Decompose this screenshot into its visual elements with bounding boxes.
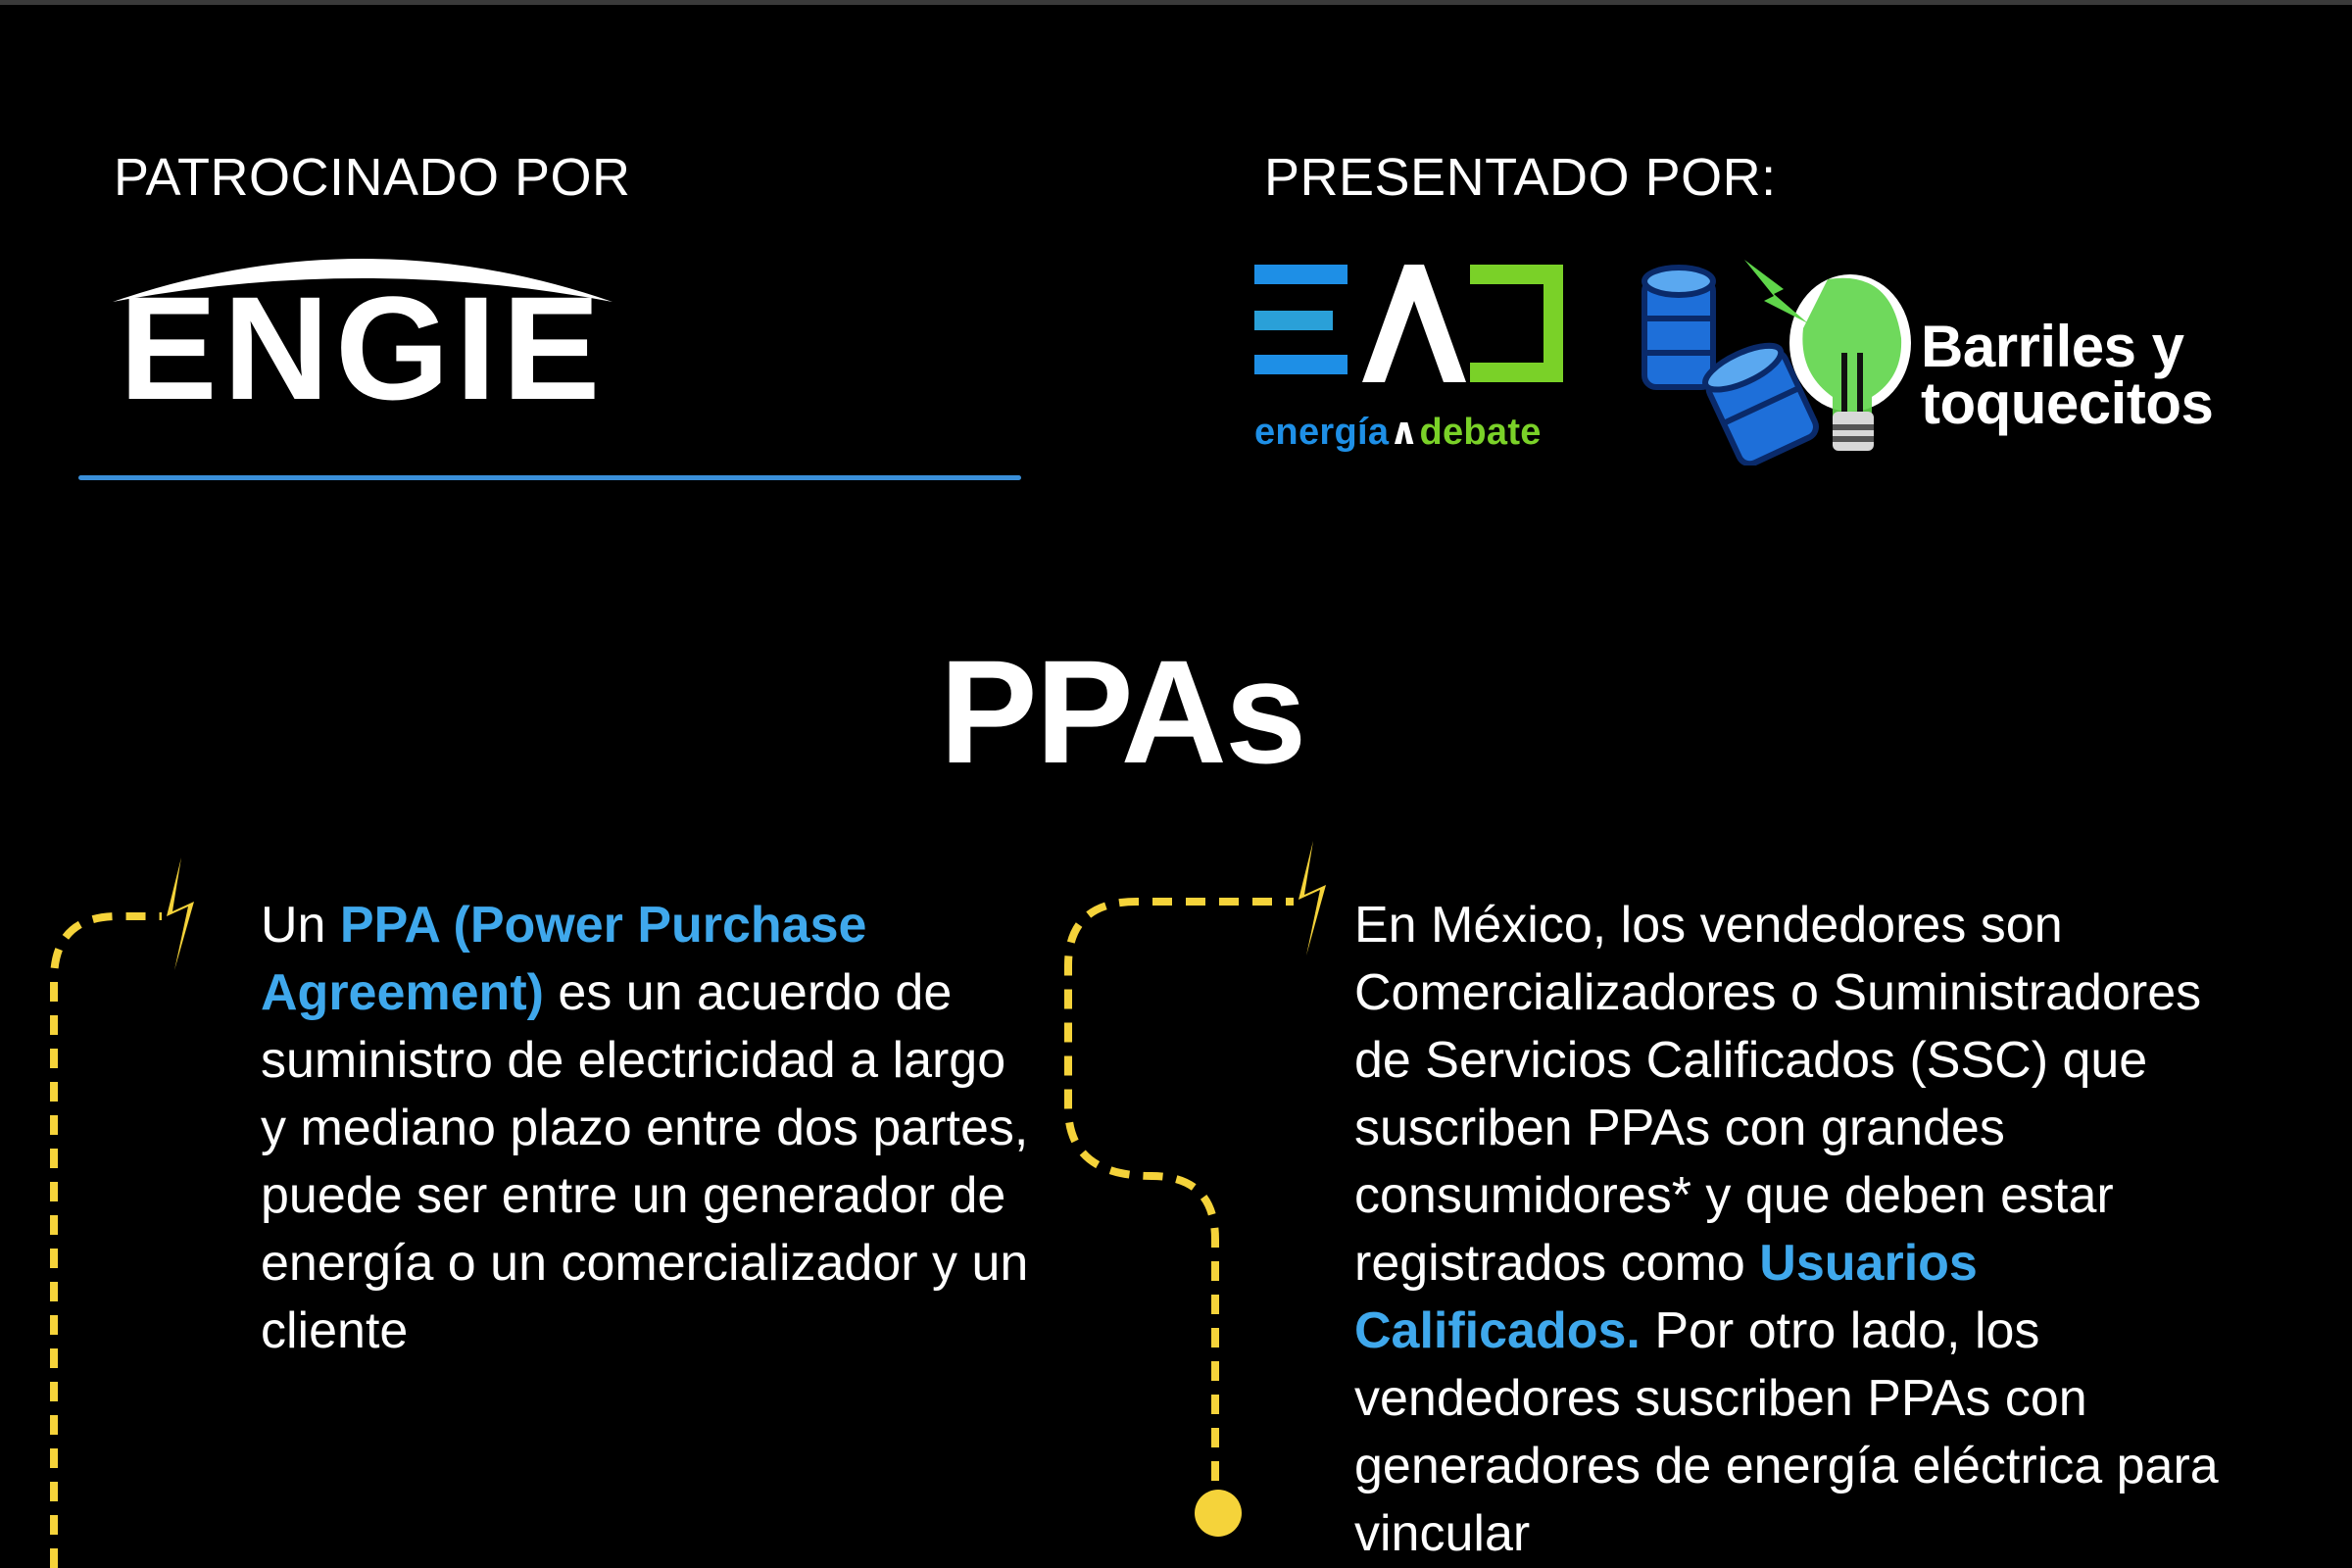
byt-line2: toquecitos xyxy=(1921,370,2214,436)
top-border xyxy=(0,0,2352,5)
right-paragraph-text1: En México, los vendedores son Comercializadores o Suministradores de Servicios Calificados (SSC) que suscriben PPAs con grandes consumidores* y que deben estar registrados como xyxy=(1354,897,2202,1292)
engie-logo-text: ENGIE xyxy=(119,266,607,430)
page-title: PPAs xyxy=(939,629,1305,794)
engie-logo xyxy=(108,235,617,431)
ppa-definition-highlight: PPA (Power Purchase Agreement) xyxy=(261,897,867,1021)
lightning-bolt-right-icon xyxy=(1298,841,1326,956)
connector-end-dot xyxy=(1195,1490,1242,1537)
right-paragraph xyxy=(1354,892,2236,1568)
byt-line1: Barriles y xyxy=(1921,314,2184,379)
ead-text-tail: debate xyxy=(1419,412,1542,453)
energia-debate-logo-text xyxy=(1254,410,1542,454)
barrels-lightbulb-icon xyxy=(1637,250,1921,466)
ead-text-accent: ∧ xyxy=(1389,412,1420,453)
lightning-bolt-left-icon xyxy=(167,858,194,970)
barriles-toquecitos-logo-text xyxy=(1921,314,2214,436)
usuarios-calificados-highlight: Usuarios Calificados. xyxy=(1354,1235,1978,1359)
section-divider xyxy=(78,475,1021,480)
left-paragraph-prefix: Un xyxy=(261,897,340,954)
ead-text-main: energía xyxy=(1254,412,1390,453)
left-paragraph xyxy=(261,892,1045,1365)
right-paragraph-text2: Por otro lado, los vendedores suscriben PPAs con generadores de energía eléctrica para vincular xyxy=(1354,1302,2219,1562)
left-paragraph-text: es un acuerdo de suministro de electricidad a largo y mediano plazo entre dos partes, puede ser entre un generador de energía o un comercializador y un cliente xyxy=(261,964,1029,1359)
presenter-label: PRESENTADO POR: xyxy=(1264,148,1777,207)
sponsor-label: PATROCINADO POR xyxy=(114,148,631,207)
